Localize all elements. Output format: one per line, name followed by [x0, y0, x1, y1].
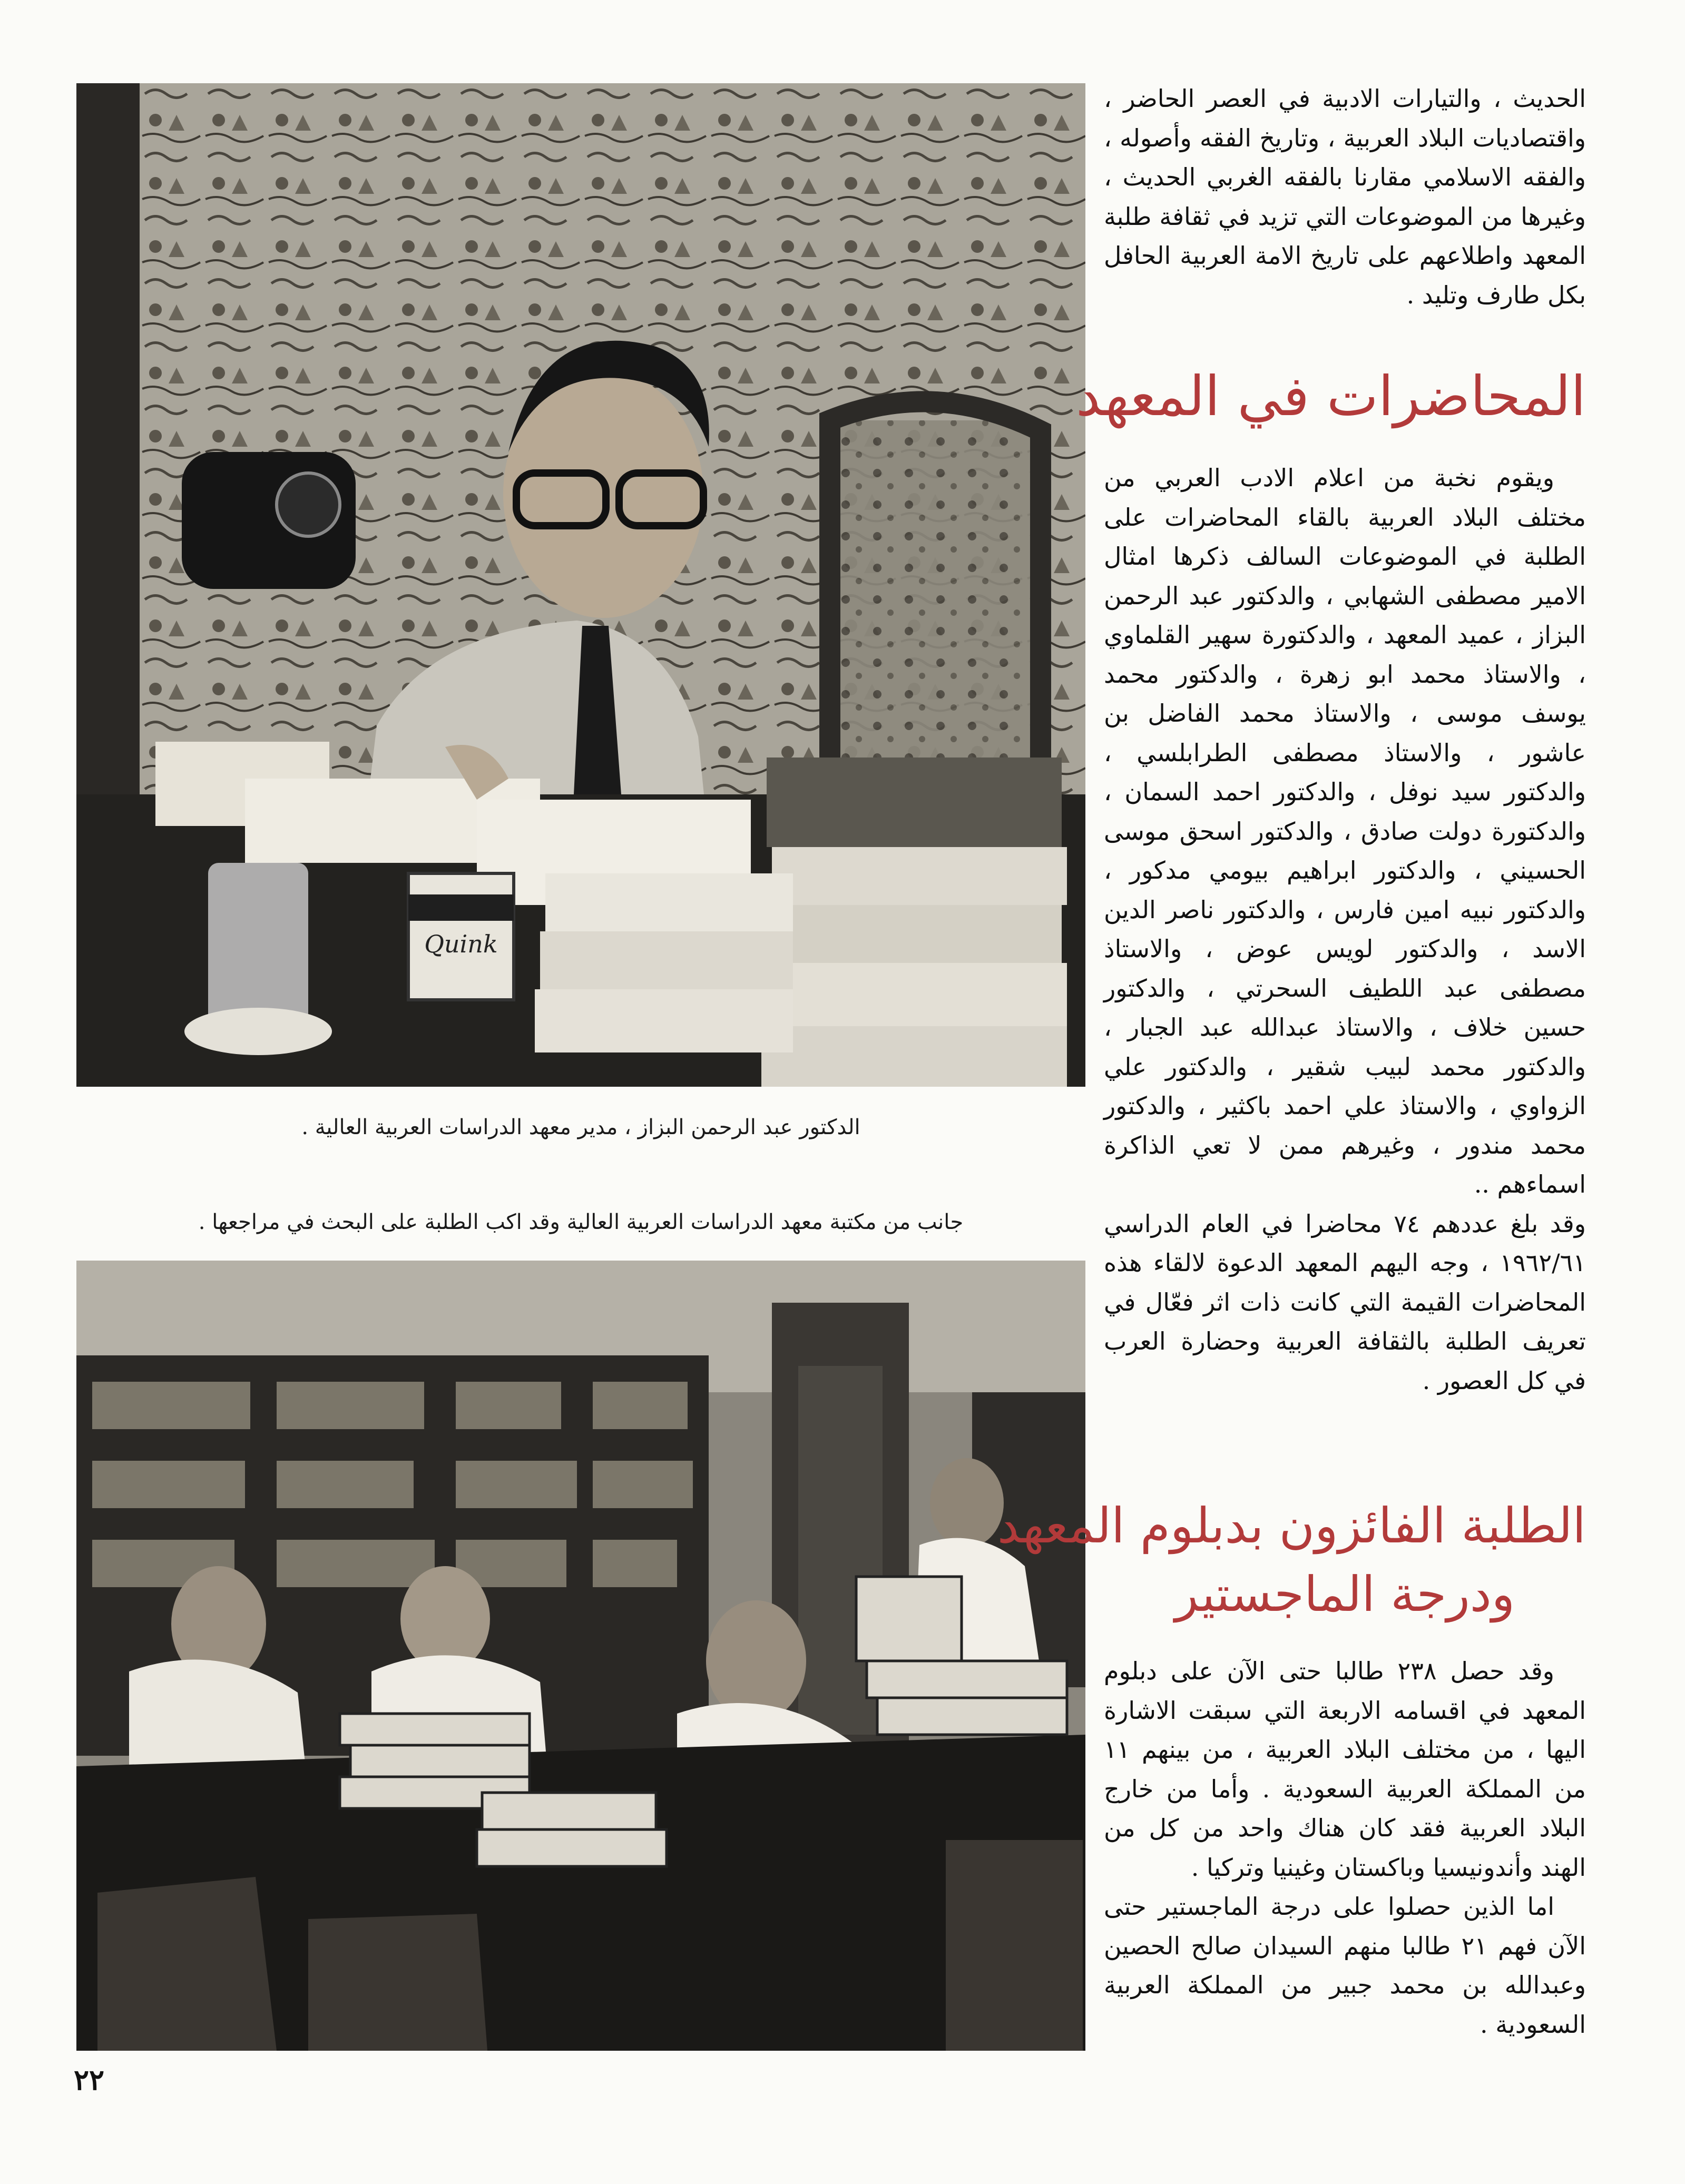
- graduates-paragraph-1: وقد حصل ٢٣٨ طالبا حتى الآن على دبلوم المعهد في اقسامه الاربعة التي سبقت الاشارة اليها ، من مختلف البلاد العربية ، من بينهم ١١ من المملكة العربية السعودية . وأما من خارج البلاد العربية فقد كان هناك واحد من كل من الهند وأندونيسيا وباكستان وغينيا وتركيا .: [1104, 1657, 1586, 1882]
- heading-graduates-line1: الطلبة الفائزون بدبلوم المعهد: [997, 1498, 1586, 1554]
- director-photo-caption: الدكتور عبد الرحمن البزاز ، مدير معهد الدراسات العربية العالية .: [301, 1115, 860, 1139]
- graduates-section: [1104, 1651, 1586, 2044]
- ink-box-label: Quink: [424, 930, 498, 958]
- lectures-paragraph-1: ويقوم نخبة من اعلام الادب العربي من مختلف البلاد العربية بالقاء المحاضرات على الطلبة في الموضوعات السالف ذكرها امثال الامير مصطفى الشهابي ، والدكتور عبد الرحمن البزاز ، عميد المعهد ، والدكتورة سهير القلماوي ، والاستاذ محمد ابو زهرة ، والدكتور محمد يوسف موسى ، والاستاذ محمد الفاضل بن عاشور ، والاستاذ مصطفى الطرابلسي ، والدكتور سيد نوفل ، والدكتور احمد السمان ، والدكتورة دولت صادق ، والدكتور اسحق موسى الحسيني ، والدكتور ابراهيم بيومي مدكور ، والدكتور نبيه امين فارس ، والدكتور ناصر الدين الاسد ، والدكتور لويس عوض ، والاستاذ مصطفى عبد اللطيف السحرتي ، والدكتور حسين خلاف ، والاستاذ عبدالله عبد الجبار ، والدكتور محمد لبيب شقير ، والدكتور علي الزواوي ، والاستاذ علي احمد باكثير ، والدكتور محمد مندور ، وغيرهم ممن لا تعي الذاكرة اسماءهم ..: [1104, 464, 1586, 1198]
- lectures-paragraph-2: وقد بلغ عددهم ٧٤ محاضرا في العام الدراسي ١٩٦٢/٦١ ، وجه اليهم المعهد الدعوة لالقاء هذه المحاضرات القيمة التي كانت ذات اثر فعّال في تعريف الطلبة بالثقافة العربية وحضارة العرب في كل العصور .: [1104, 1209, 1586, 1395]
- heading-graduates-line2: ودرجة الماجستير: [1174, 1566, 1515, 1622]
- intro-paragraph: [1104, 79, 1586, 314]
- library-photo: [76, 1261, 1085, 2051]
- graduates-paragraph-2: اما الذين حصلوا على درجة الماجستير حتى الآن فهم ٢١ طالبا منهم السيدان صالح الحصين وعبدالله بن محمد جبير من المملكة العربية السعودية .: [1104, 1892, 1586, 2039]
- page-number: ٢٢: [74, 2063, 105, 2097]
- intro-text: الحديث ، والتيارات الادبية في العصر الحاضر ، واقتصاديات البلاد العربية ، وتاريخ الفقه وأصوله ، والفقه الاسلامي مقارنا بالفقه الغربي الحديث ، وغيرها من الموضوعات التي تزيد في ثقافة طلبة المعهد واطلاعهم على تاريخ الامة العربية الحافل بكل طارف وتليد .: [1104, 84, 1586, 309]
- heading-lectures: المحاضرات في المعهد: [1076, 364, 1586, 428]
- lectures-section: [1104, 458, 1586, 1400]
- director-photo: [76, 83, 1085, 1087]
- library-photo-caption: جانب من مكتبة معهد الدراسات العربية العالية وقد اكب الطلبة على البحث في مراجعها .: [198, 1210, 964, 1234]
